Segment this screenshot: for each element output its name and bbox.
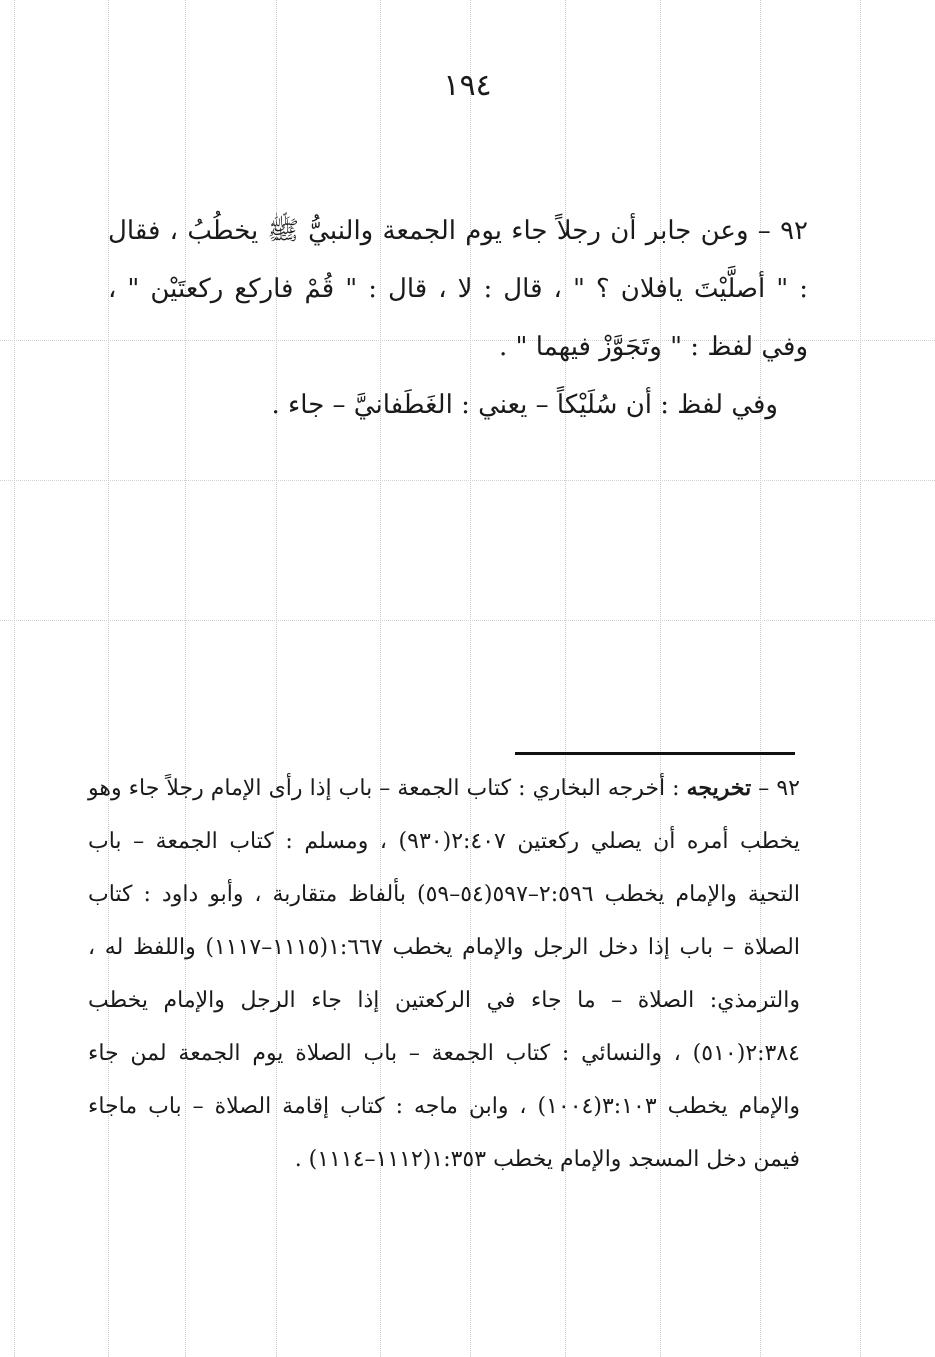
hadith-text: [108, 202, 808, 434]
hadith-paragraph: ٩٢ – وعن جابر أن رجلاً جاء يوم الجمعة والنبيُّ ﷺ يخطُبُ ، فقال : " أصلَّيْتَ يافلان ؟ " ، قال : لا ، قال : " قُمْ فاركع ركعتَيْن " ، وفي لفظ : " وتَجَوَّزْ فيهما " .: [108, 216, 808, 362]
footnote-paragraph: [88, 762, 800, 1186]
footnote-label: تخريجه: [686, 775, 752, 801]
footnote-number: ٩٢ –: [751, 776, 800, 801]
footnote-separator: [515, 752, 795, 755]
hadith-variant-paragraph: وفي لفظ : أن سُلَيْكاً – يعني : الغَطَفانيَّ – جاء .: [271, 390, 778, 420]
footnote: [88, 762, 800, 1186]
page-number: ١٩٤: [443, 68, 492, 103]
footnote-body: : أخرجه البخاري : كتاب الجمعة – باب إذا رأى الإمام رجلاً جاء وهو يخطب أمره أن يصلي ركعتين ٢:٤٠٧(٩٣٠) ، ومسلم : كتاب الجمعة – باب التحية والإمام يخطب ٢:٥٩٦–٥٩٧(٥٤–٥٩) بألفاظ متقاربة ، وأبو داود : كتاب الصلاة – باب إذا دخل الرجل والإمام يخطب ١:٦٦٧(١١١٥–١١١٧) واللفظ له ، والترمذي: الصلاة – ما جاء في الركعتين إذا جاء الرجل والإمام يخطب ٢:٣٨٤(٥١٠) ، والنسائي : كتاب الجمعة – باب الصلاة يوم الجمعة لمن جاء والإمام يخطب ٣:١٠٣(١٠٠٤) ، وابن ماجه : كتاب إقامة الصلاة – باب ماجاء فيمن دخل المسجد والإمام يخطب ١:٣٥٣(١١١٢–١١١٤) .: [88, 776, 801, 1172]
